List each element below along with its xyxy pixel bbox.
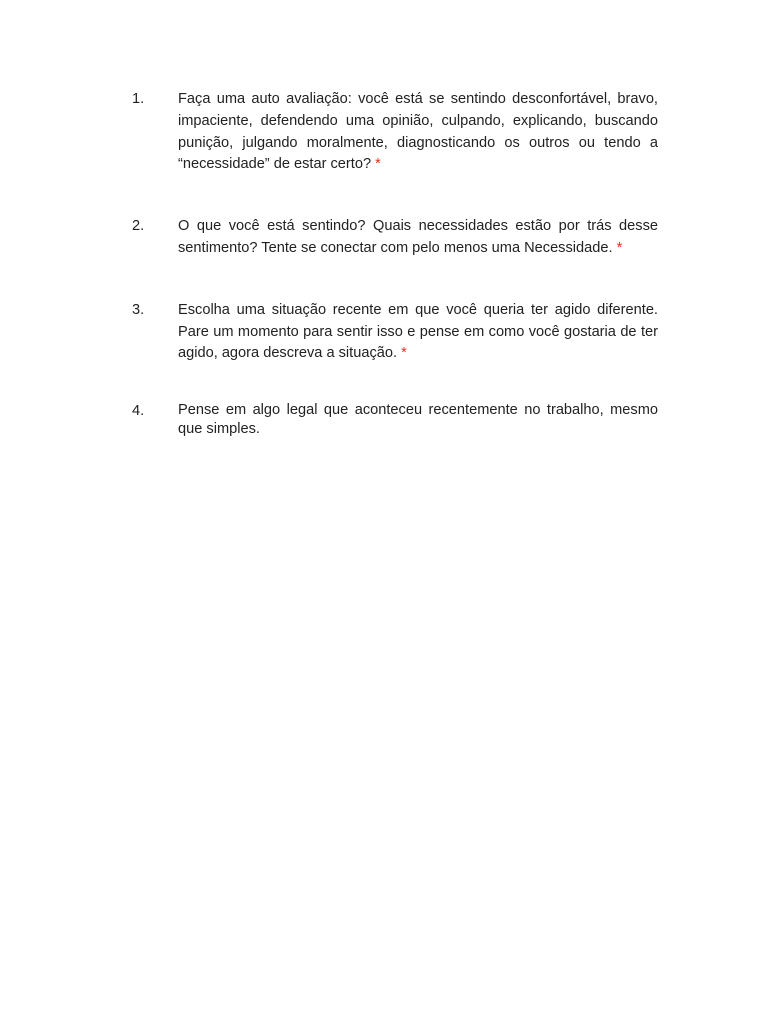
- question-prompt-1: Faça uma auto avaliação: você está se sentindo desconfortável, bravo, impaciente, defendendo uma opinião, culpando, explicando, buscando punição, julgando moralmente, diagnosticando os outros ou tendo a “necessidade” de estar certo?: [178, 91, 658, 173]
- question-number-4: 4.: [132, 403, 145, 420]
- required-mark-2: *: [616, 239, 623, 256]
- question-number-1: 1.: [132, 91, 145, 107]
- question-text-1: [178, 89, 658, 176]
- question-item-1: [132, 89, 658, 176]
- question-prompt-4: Pense em algo legal que aconteceu recentemente no trabalho, mesmo que simples.: [178, 402, 658, 437]
- question-text-4: [178, 401, 658, 438]
- question-item-4: [132, 401, 658, 438]
- question-list: [132, 89, 658, 438]
- question-item-2: [132, 216, 658, 260]
- required-mark-1: *: [375, 156, 381, 173]
- question-prompt-2: O que você está sentindo? Quais necessidades estão por trás desse sentimento? Tente se conectar com pelo menos uma Necessidade.: [178, 218, 658, 256]
- question-prompt-3: Escolha uma situação recente em que você queria ter agido diferente. Pare um momento para sentir isso e pense em como você gostaria de ter agido, agora descreva a situação.: [178, 301, 658, 362]
- question-item-3: [132, 300, 658, 365]
- required-mark-3: *: [401, 345, 407, 362]
- question-text-3: [178, 300, 658, 365]
- question-number-2: 2.: [132, 218, 145, 235]
- question-text-2: [178, 216, 658, 260]
- question-number-3: 3.: [132, 301, 145, 318]
